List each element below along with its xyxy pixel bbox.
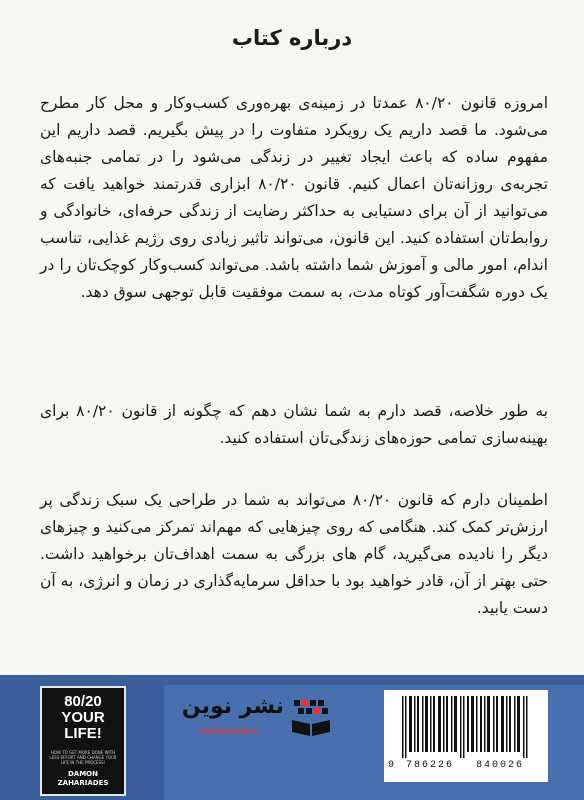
publisher-url: nashrenowin.ir [199,726,259,736]
cover-title-line: 80/20 [64,693,102,710]
barcode-prefix-digit: 9 [388,760,395,771]
cover-author [42,770,124,788]
cover-author-line: ZAHARIADES [57,779,109,787]
cover-subtitle: HOW TO GET MORE DONE WITH LESS EFFORT AND CHANGE YOUR LIFE IN THE PROCESS! [49,750,117,765]
cover-title-line: YOUR [61,709,105,726]
cover-title-line: LIFE! [64,725,102,742]
paragraph-conclusion: اطمینان دارم که قانون ۸۰/۲۰ می‌تواند به شما در طراحی یک سبک زندگی پر ارزش‌تر کمک کند. هنگامی که روی چیزهایی که مهم‌اند تمرکز می‌کنید و چیزهای دیگر را نادیده می‌گیرید، گام های بزرگی به سمت اهداف‌تان برخواهید داشت. حتی بهتر از آن، قادر خواهید بود با حداقل سرمایه‌گذاری در زمان و انرژی، به آن دست یابید. [40,491,548,617]
barcode-bars [396,696,536,758]
isbn-barcode [384,690,548,782]
cover-title [42,694,124,742]
paragraph-summary: به طور خلاصه، قصد دارم به شما نشان دهم که چگونه از قانون ۸۰/۲۰ برای بهینه‌سازی تمامی حوزه‌های زندگی‌تان استفاده کنید. [40,402,548,447]
barcode-right-digits: 840026 [476,760,525,771]
barcode-left-digits: 786226 [406,760,455,771]
publisher-block [152,692,352,752]
book-grid-logo-icon [290,698,334,738]
cover-author-line: DAMON [67,770,98,778]
book-cover-thumbnail [40,686,126,796]
paragraph-intro: امروزه قانون ۸۰/۲۰ عمدتا در زمینه‌ی بهره‌وری کسب‌وکار و محل کار مطرح می‌شود. ما قصد داریم یک رویکرد متفاوت را در پیش بگیریم. قصد داریم این مفهوم ساده که باعث ایجاد تغییر در زندگی می‌شود را در تمامی جنبه‌های تجربه‌ی روزانه‌تان اعمال کنیم. قانون ۸۰/۲۰ ابزاری قدرتمند خواهید یافت که می‌توانید از آن برای دستیابی به حداکثر رضایت از زندگی حرفه‌ای، خانوادگی و روابط‌تان استفاده کنید. این قانون، می‌تواند تاثیر زیادی روی رژیم غذایی، تناسب اندام، امور مالی و آموزش شما داشته باشد. می‌تواند کسب‌وکار کوچک‌تان را در یک دوره شگفت‌آور کوتاه مدت، به سمت موفقیت قابل توجهی سوق دهد. [40,94,549,301]
publisher-name: نشر نوین [181,694,284,719]
page-title: درباره کتاب [231,26,353,50]
